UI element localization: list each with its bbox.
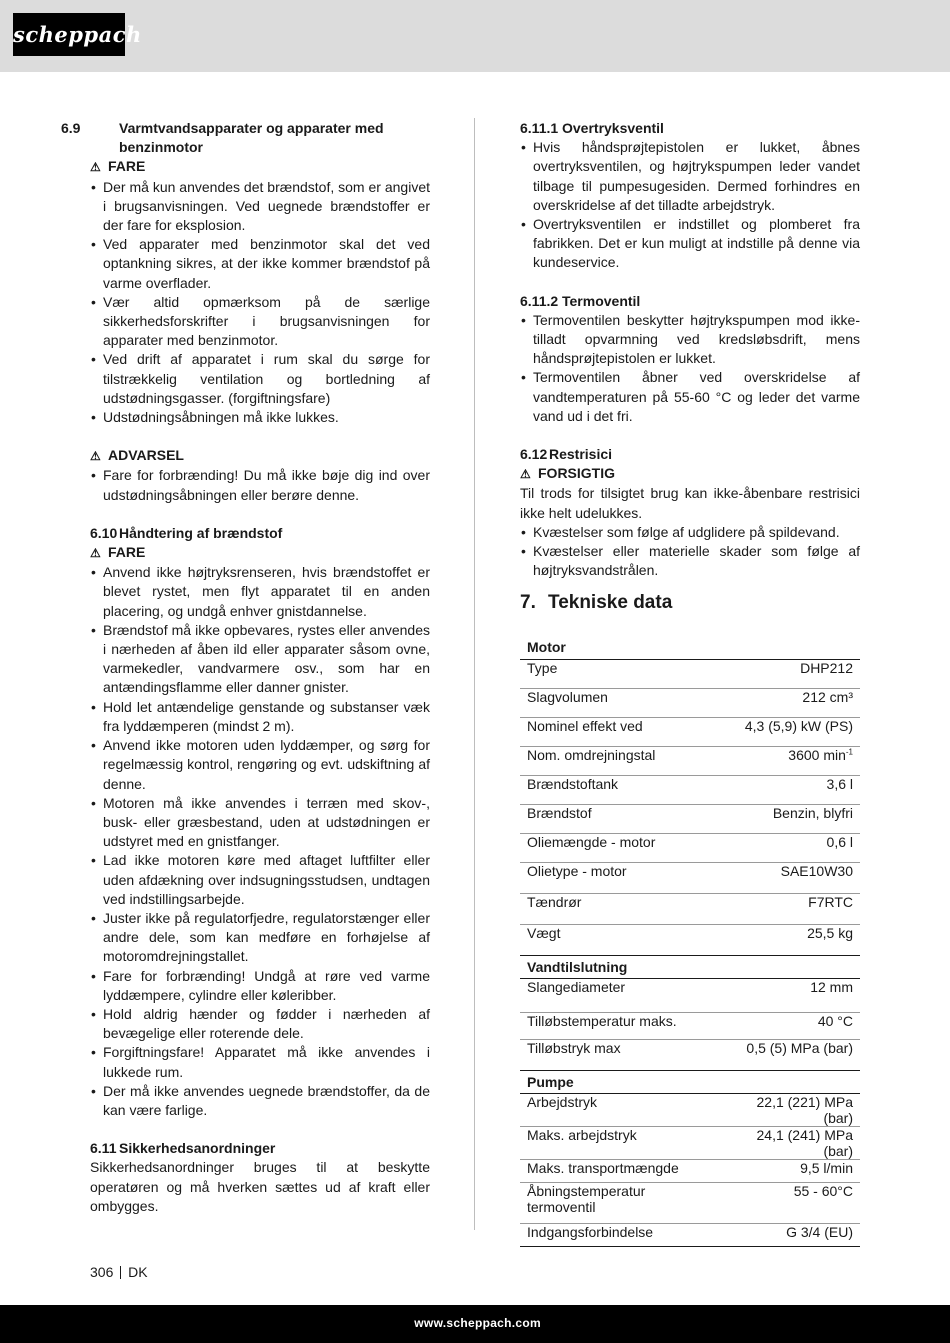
page-footer	[0, 1305, 950, 1343]
left-column	[61, 119, 430, 1216]
warning-triangle-icon: ⚠	[90, 160, 101, 175]
list-item: • Motoren må ikke anvendes i terræn med skov-, busk- eller græsbestand, uden at udstødningen er udstyret med en gnistfanger.	[90, 794, 430, 852]
table-row: Vægt 25,5 kg	[520, 924, 860, 955]
column-divider	[474, 118, 475, 1230]
table-row: Olietype - motor SAE10W30	[520, 862, 860, 893]
table-row: Brændstoftank 3,6 l	[520, 775, 860, 804]
list-6-10	[90, 563, 430, 1120]
warning-advarsel: ⚠ ADVARSEL	[90, 446, 430, 466]
list-6-11-2	[520, 311, 860, 426]
list-item: • Udstødningsåbningen må ikke lukkes.	[90, 408, 430, 427]
table-row: Arbejdstryk 22,1 (221) MPa (bar)	[520, 1093, 860, 1126]
list-6-12	[520, 523, 860, 581]
table-row: Type DHP212	[520, 659, 860, 688]
right-column	[520, 119, 860, 618]
table-row: Oliemængde - motor 0,6 l	[520, 833, 860, 862]
table-group-heading: Vandtilslutning	[520, 955, 860, 978]
list-item: • Termoventilen beskytter højtrykspumpen mod ikke-tilladt opvarmning ved kredsløbsdrift, mens håndsprøjtepistolen er lukket.	[520, 311, 860, 369]
table-row: Nominel effekt ved 4,3 (5,9) kW (PS)	[520, 717, 860, 746]
warning-triangle-icon: ⚠	[90, 546, 101, 561]
list-item: • Lad ikke motoren køre med aftaget luftfilter eller uden afdækning over indsugningsstudsen, undtagen ved indstillingsarbejde.	[90, 851, 430, 909]
list-item: • Kvæstelser som følge af udglidere på spildevand.	[520, 523, 860, 542]
list-item: • Ved apparater med benzinmotor skal det ved optankning sikres, at der ikke kommer brændstof på varme overflader.	[90, 235, 430, 293]
table-group-heading: Motor	[520, 636, 860, 659]
heading-6-12: 6.12 Restrisici	[520, 446, 613, 463]
page-header	[0, 0, 950, 72]
list-item: • Juster ikke på regulatorfjedre, regulatorstænger eller andre dele, som kan medføre en forhøjelse af motoromdrejningstallet.	[90, 909, 430, 967]
table-row: Tilløbstryk max 0,5 (5) MPa (bar)	[520, 1039, 860, 1070]
list-item: • Hold aldrig hænder og fødder i nærheden af bevægelige eller roterende dele.	[90, 1005, 430, 1043]
list-item: • Overtryksventilen er indstillet og plomberet fra fabrikken. Det er kun muligt at indstille på denne via kundeservice.	[520, 215, 860, 273]
table-row: Maks. arbejdstryk 24,1 (241) MPa (bar)	[520, 1126, 860, 1159]
list-item: • Termoventilen åbner ved overskridelse af vandtemperaturen på 55-60 °C og leder det varme vand ud i det fri.	[520, 368, 860, 426]
table-row: Brændstof Benzin, blyfri	[520, 804, 860, 833]
list-item: • Brændstof må ikke opbevares, rystes eller anvendes i nærheden af åben ild eller apparater såsom ovne, varmekedler, vandvarmere osv., som har en antændingsflamme eller danner gnister.	[90, 621, 430, 698]
list-6-11-1	[520, 138, 860, 272]
table-row: Åbningstemperatur termoventil 55 - 60°C	[520, 1182, 860, 1223]
heading-6-11-1: 6.11.1 Overtryksventil	[520, 120, 664, 136]
table-row: Slagvolumen 212 cm³	[520, 688, 860, 717]
list-item: • Ved drift af apparatet i rum skal du sørge for tilstrækkelig ventilation og bortledning af udstødningsgasser. (forgiftningsfare)	[90, 350, 430, 408]
list-item: • Hvis håndsprøjtepistolen er lukket, åbnes overtryksventilen, og højtrykspumpen leder vandet tilbage til pumpesugesiden. Dermed forhindres en overskridelse af det tilladte arbejdstryk.	[520, 138, 860, 215]
list-item: • Anvend ikke højtryksrenseren, hvis brændstoffet er blevet rystet, men flyt apparatet til en anden placering, og undgå enhver gnistdannelse.	[90, 563, 430, 621]
heading-6-11-2: 6.11.2 Termoventil	[520, 292, 641, 309]
list-6-9	[90, 178, 430, 428]
list-item: • Vær altid opmærksom på de særlige sikkerhedsforskrifter i brugsanvisningen for apparater med benzinmotor.	[90, 293, 430, 351]
list-item: • Der må kun anvendes det brændstof, som er angivet i brugsanvisningen. Ved uegnede brændstoffer er der fare for eksplosion.	[90, 178, 430, 236]
list-item: • Forgiftningsfare! Apparatet må ikke anvendes i lukkede rum.	[90, 1043, 430, 1081]
list-item: • Fare for forbrænding! Du må ikke bøje dig ind over udstødningsåbningen eller berøre denne.	[90, 466, 430, 504]
scheppach-logo: scheppach	[13, 13, 125, 56]
heading-6-11: 6.11 Sikkerhedsanordninger	[90, 1140, 276, 1157]
table-row: Tilløbstemperatur maks. 40 °C	[520, 1012, 860, 1039]
heading-6-9: 6.9 Varmtvandsapparater og apparater med benzinmotor	[61, 120, 384, 156]
list-item: • Hold let antændelige genstande og substanser væk fra lyddæmperen (mindst 2 m).	[90, 698, 430, 736]
warning-forsigtig: ⚠ FORSIGTIG	[520, 464, 860, 484]
technical-data-table	[520, 636, 860, 1247]
warning-triangle-icon: ⚠	[90, 449, 101, 464]
table-row: Nom. omdrejningstal 3600 $\min^{-1}$	[520, 746, 860, 775]
list-advarsel	[90, 466, 430, 504]
list-item: • Der må ikke anvendes uegnede brændstoffer, da de kan være farlige.	[90, 1082, 430, 1120]
paragraph-6-11: Sikkerhedsanordninger bruges til at beskytte operatøren og må hverken sættes ud af kraft eller ombygges.	[90, 1159, 430, 1214]
heading-6-10: 6.10 Håndtering af brændstof	[90, 524, 283, 541]
list-item: • Fare for forbrænding! Undgå at røre ved varme lyddæmpere, cylindre eller køleribber.	[90, 967, 430, 1005]
table-row: Tændrør F7RTC	[520, 893, 860, 924]
list-item: • Kvæstelser eller materielle skader som følge af højtryksvandstrålen.	[520, 542, 860, 580]
table-row: Maks. transportmængde 9,5 l/min	[520, 1159, 860, 1182]
list-item: • Anvend ikke motoren uden lyddæmper, og sørg for regelmæssig kontrol, rengøring og evt. udskiftning af denne.	[90, 736, 430, 794]
table-row: Indgangsforbindelse G 3/4 (EU)	[520, 1223, 860, 1246]
table-row: Slangediameter 12 mm	[520, 978, 860, 1012]
heading-7: 7. Tekniske data	[520, 592, 673, 614]
paragraph-6-12: Til trods for tilsigtet brug kan ikke-åbenbare restrisici ikke helt udelukkes.	[520, 485, 860, 521]
table-group-heading: Pumpe	[520, 1070, 860, 1093]
page-number: 306 DK	[90, 1264, 148, 1280]
warning-triangle-icon: ⚠	[520, 467, 531, 482]
website-link[interactable]: www.scheppach.com	[414, 1316, 541, 1330]
warning-fare: ⚠ FARE	[90, 543, 430, 563]
warning-fare: ⚠ FARE	[90, 157, 430, 177]
